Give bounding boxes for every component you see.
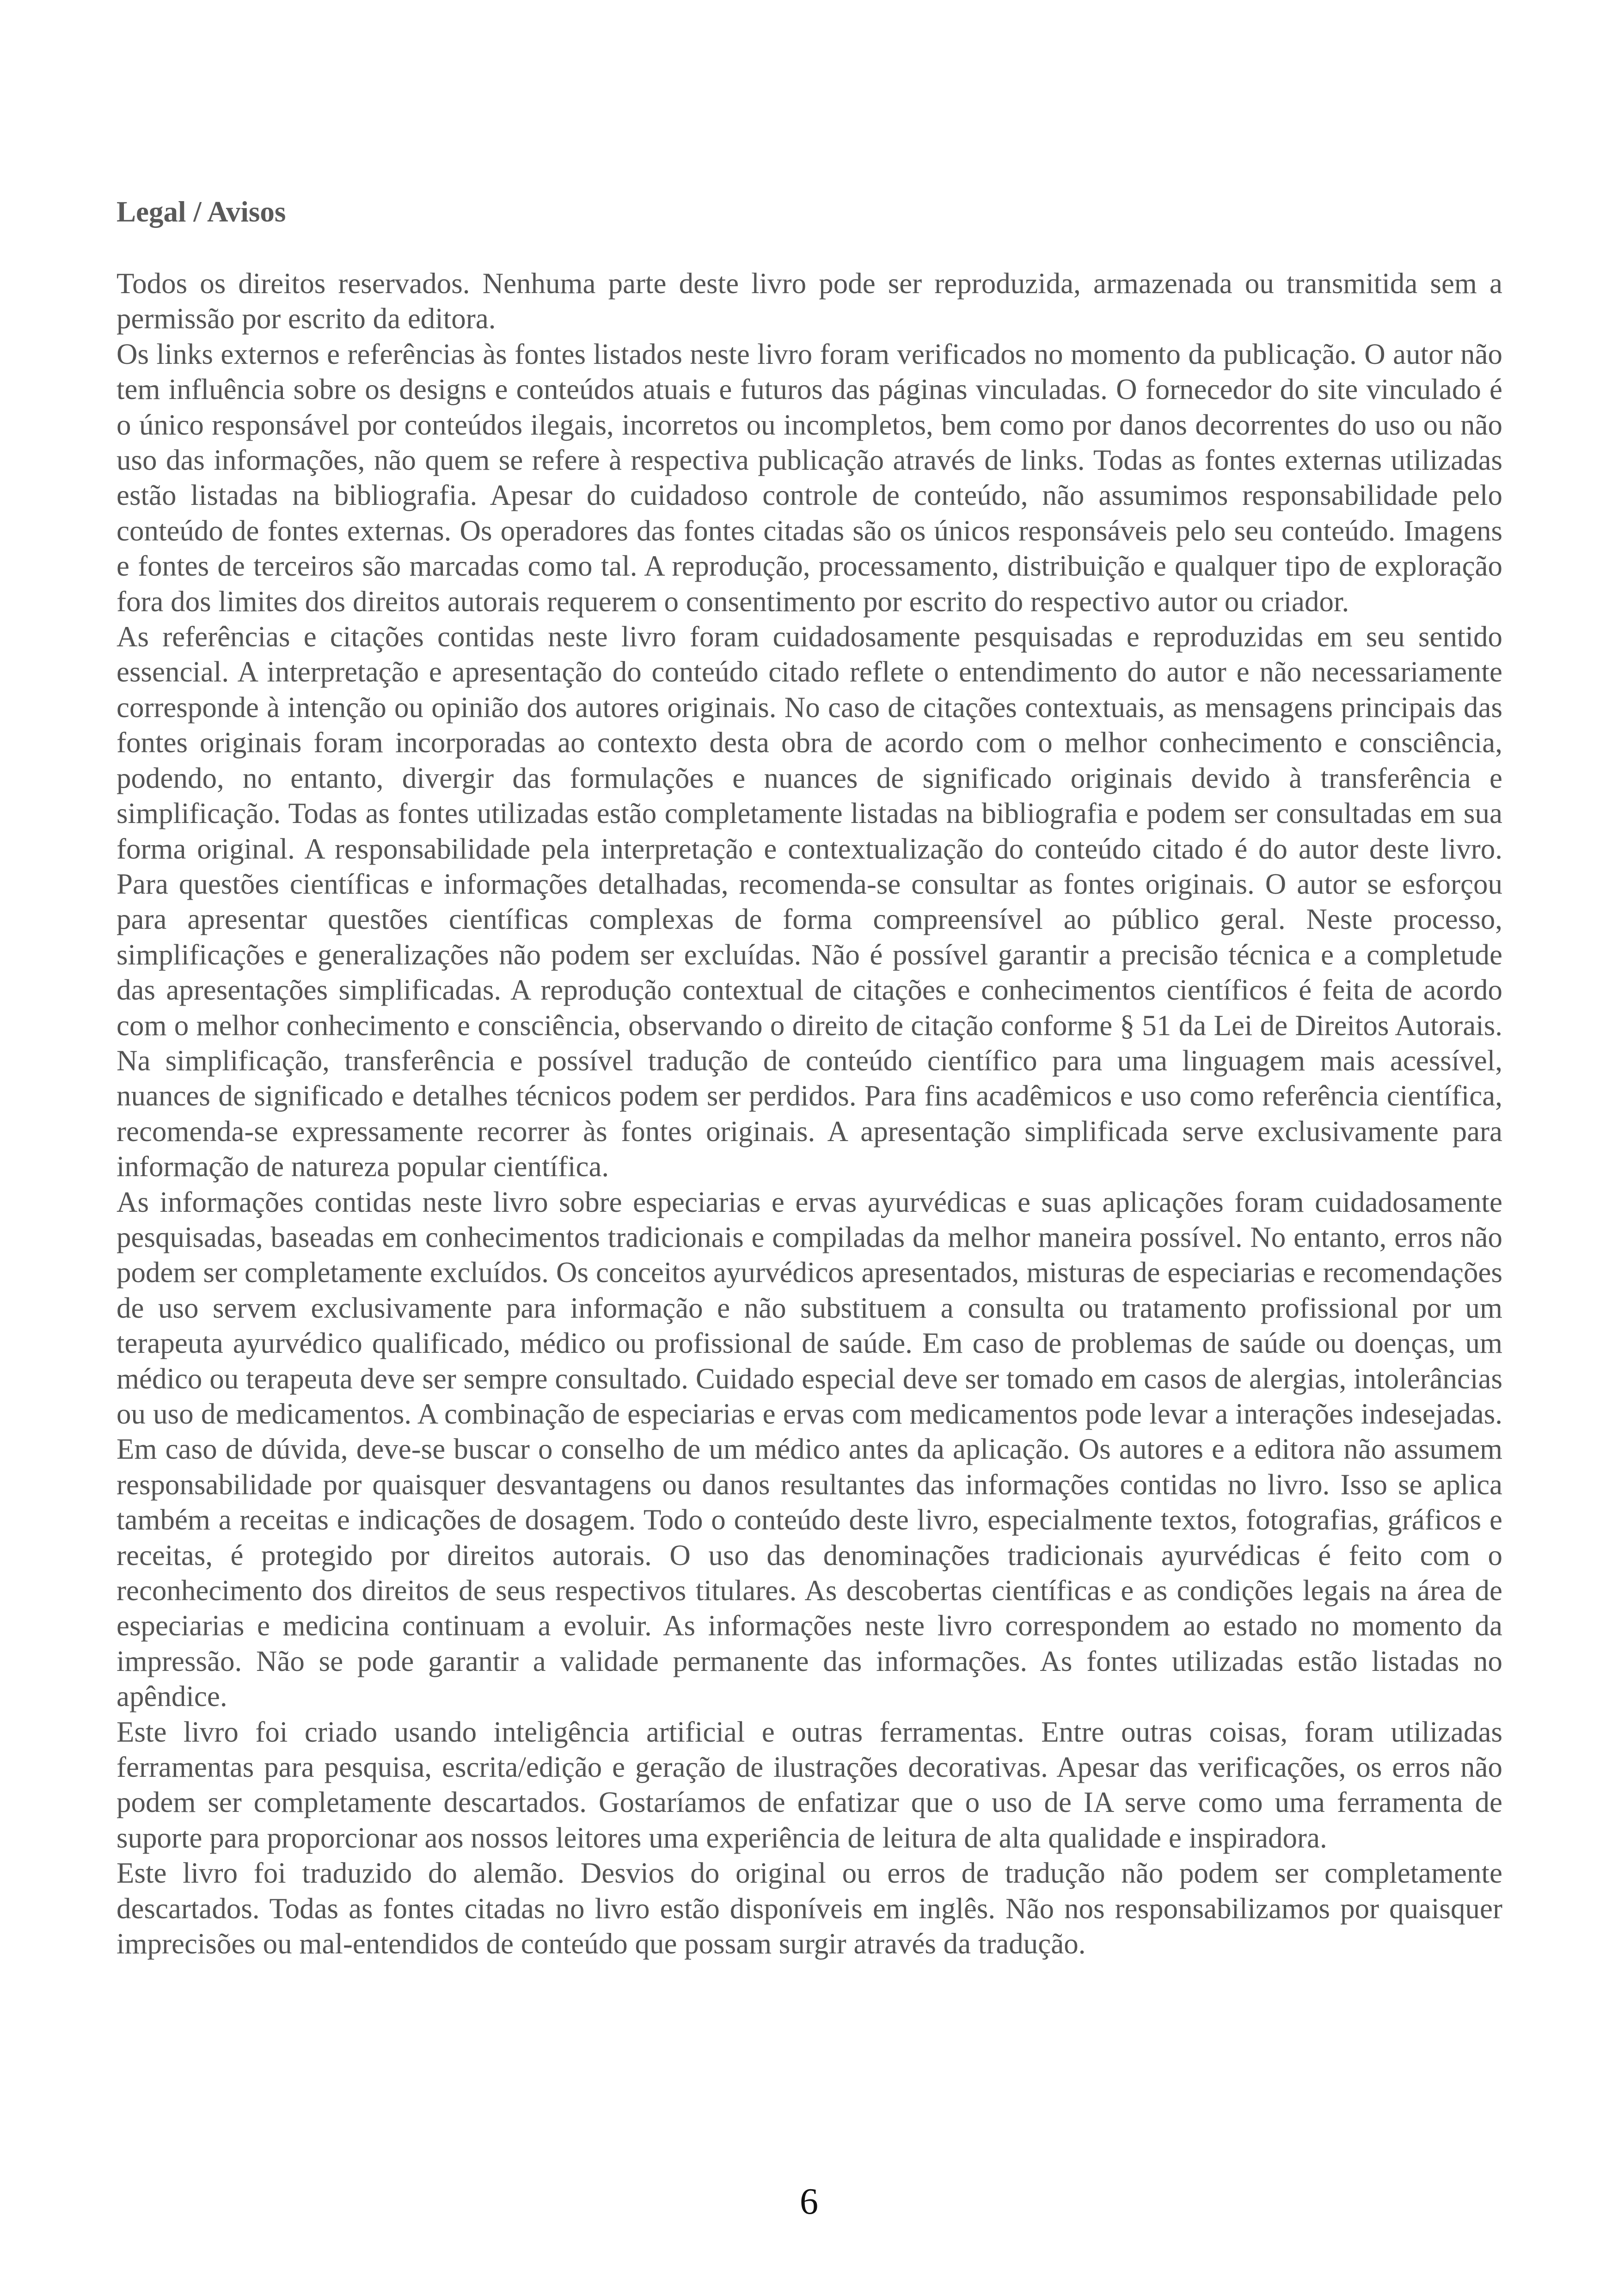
- body-text: [116, 266, 1502, 1962]
- paragraph-translation: Este livro foi traduzido do alemão. Desvios do original ou erros de tradução não podem ser completamente descartados. Todas as fontes citadas no livro estão disponíveis em inglês. Não nos responsabilizamos por quaisquer imprecisões ou mal-entendidos de conteúdo que possam surgir através da tradução.: [116, 1857, 1502, 1960]
- section-heading: Legal / Avisos: [116, 196, 286, 228]
- page-number: 6: [800, 2181, 818, 2222]
- paragraph-rights-reserved: Todos os direitos reservados. Nenhuma parte deste livro pode ser reproduzida, armazenada ou transmitida sem a permissão por escrito da editora.: [116, 267, 1502, 335]
- paragraph-citations: As referências e citações contidas neste livro foram cuidadosamente pesquisadas e reproduzidas em seu sentido essencial. A interpretação e apresentação do conteúdo citado reflete o entendimento do autor e não necessariamente corresponde à intenção ou opinião dos autores originais. No caso de citações contextuais, as mensagens principais das fontes originais foram incorporadas ao contexto desta obra de acordo com o melhor conhecimento e consciência, podendo, no entanto, divergir das formulações e nuances de significado originais devido à transferência e simplificação. Todas as fontes utilizadas estão completamente listadas na bibliografia e podem ser consultadas em sua forma original. A responsabilidade pela interpretação e contextualização do conteúdo citado é do autor deste livro. Para questões científicas e informações detalhadas, recomenda-se consultar as fontes originais. O autor se esforçou para apresentar questões científicas complexas de forma compreensível ao público geral. Neste processo, simplificações e generalizações não podem ser excluídas. Não é possível garantir a precisão técnica e a completude das apresentações simplificadas. A reprodução contextual de citações e conhecimentos científicos é feita de acordo com o melhor conhecimento e consciência, observando o direito de citação conforme § 51 da Lei de Direitos Autorais. Na simplificação, transferência e possível tradução de conteúdo científico para uma linguagem mais acessível, nuances de significado e detalhes técnicos podem ser perdidos. Para fins acadêmicos e uso como referência científica, recomenda-se expressamente recorrer às fontes originais. A apresentação simplificada serve exclusivamente para informação de natureza popular científica.: [116, 620, 1502, 1183]
- legal-notice-section: [116, 193, 1502, 1962]
- paragraph-ai-usage: Este livro foi criado usando inteligência artificial e outras ferramentas. Entre outras coisas, foram utilizadas ferramentas para pesquisa, escrita/edição e geração de ilustrações decorativas. Apesar das verificações, os erros não podem ser completamente descartados. Gostaríamos de enfatizar que o uso de IA serve como uma ferramenta de suporte para proporcionar aos nossos leitores uma experiência de leitura de alta qualidade e inspiradora.: [116, 1715, 1502, 1854]
- paragraph-external-links: Os links externos e referências às fontes listados neste livro foram verificados no momento da publicação. O autor não tem influência sobre os designs e conteúdos atuais e futuros das páginas vinculadas. O fornecedor do site vinculado é o único responsável por conteúdos ilegais, incorretos ou incompletos, bem como por danos decorrentes do uso ou não uso das informações, não quem se refere à respectiva publicação através de links. Todas as fontes externas utilizadas estão listadas na bibliografia. Apesar do cuidadoso controle de conteúdo, não assumimos responsabilidade pelo conteúdo de fontes externas. Os operadores das fontes citadas são os únicos responsáveis pelo seu conteúdo. Imagens e fontes de terceiros são marcadas como tal. A reprodução, processamento, distribuição e qualquer tipo de exploração fora dos limites dos direitos autorais requerem o consentimento por escrito do respectivo autor ou criador.: [116, 338, 1502, 618]
- paragraph-health-disclaimer: As informações contidas neste livro sobre especiarias e ervas ayurvédicas e suas aplicações foram cuidadosamente pesquisadas, baseadas em conhecimentos tradicionais e compiladas da melhor maneira possível. No entanto, erros não podem ser completamente excluídos. Os conceitos ayurvédicos apresentados, misturas de especiarias e recomendações de uso servem exclusivamente para informação e não substituem a consulta ou tratamento profissional por um terapeuta ayurvédico qualificado, médico ou profissional de saúde. Em caso de problemas de saúde ou doenças, um médico ou terapeuta deve ser sempre consultado. Cuidado especial deve ser tomado em casos de alergias, intolerâncias ou uso de medicamentos. A combinação de especiarias e ervas com medicamentos pode levar a interações indesejadas. Em caso de dúvida, deve-se buscar o conselho de um médico antes da aplicação. Os autores e a editora não assumem responsabilidade por quaisquer desvantagens ou danos resultantes das informações contidas no livro. Isso se aplica também a receitas e indicações de dosagem. Todo o conteúdo deste livro, especialmente textos, fotografias, gráficos e receitas, é protegido por direitos autorais. O uso das denominações tradicionais ayurvédicas é feito com o reconhecimento dos direitos de seus respectivos titulares. As descobertas científicas e as condições legais na área de especiarias e medicina continuam a evoluir. As informações neste livro correspondem ao estado no momento da impressão. Não se pode garantir a validade permanente das informações. As fontes utilizadas estão listadas no apêndice.: [116, 1185, 1502, 1713]
